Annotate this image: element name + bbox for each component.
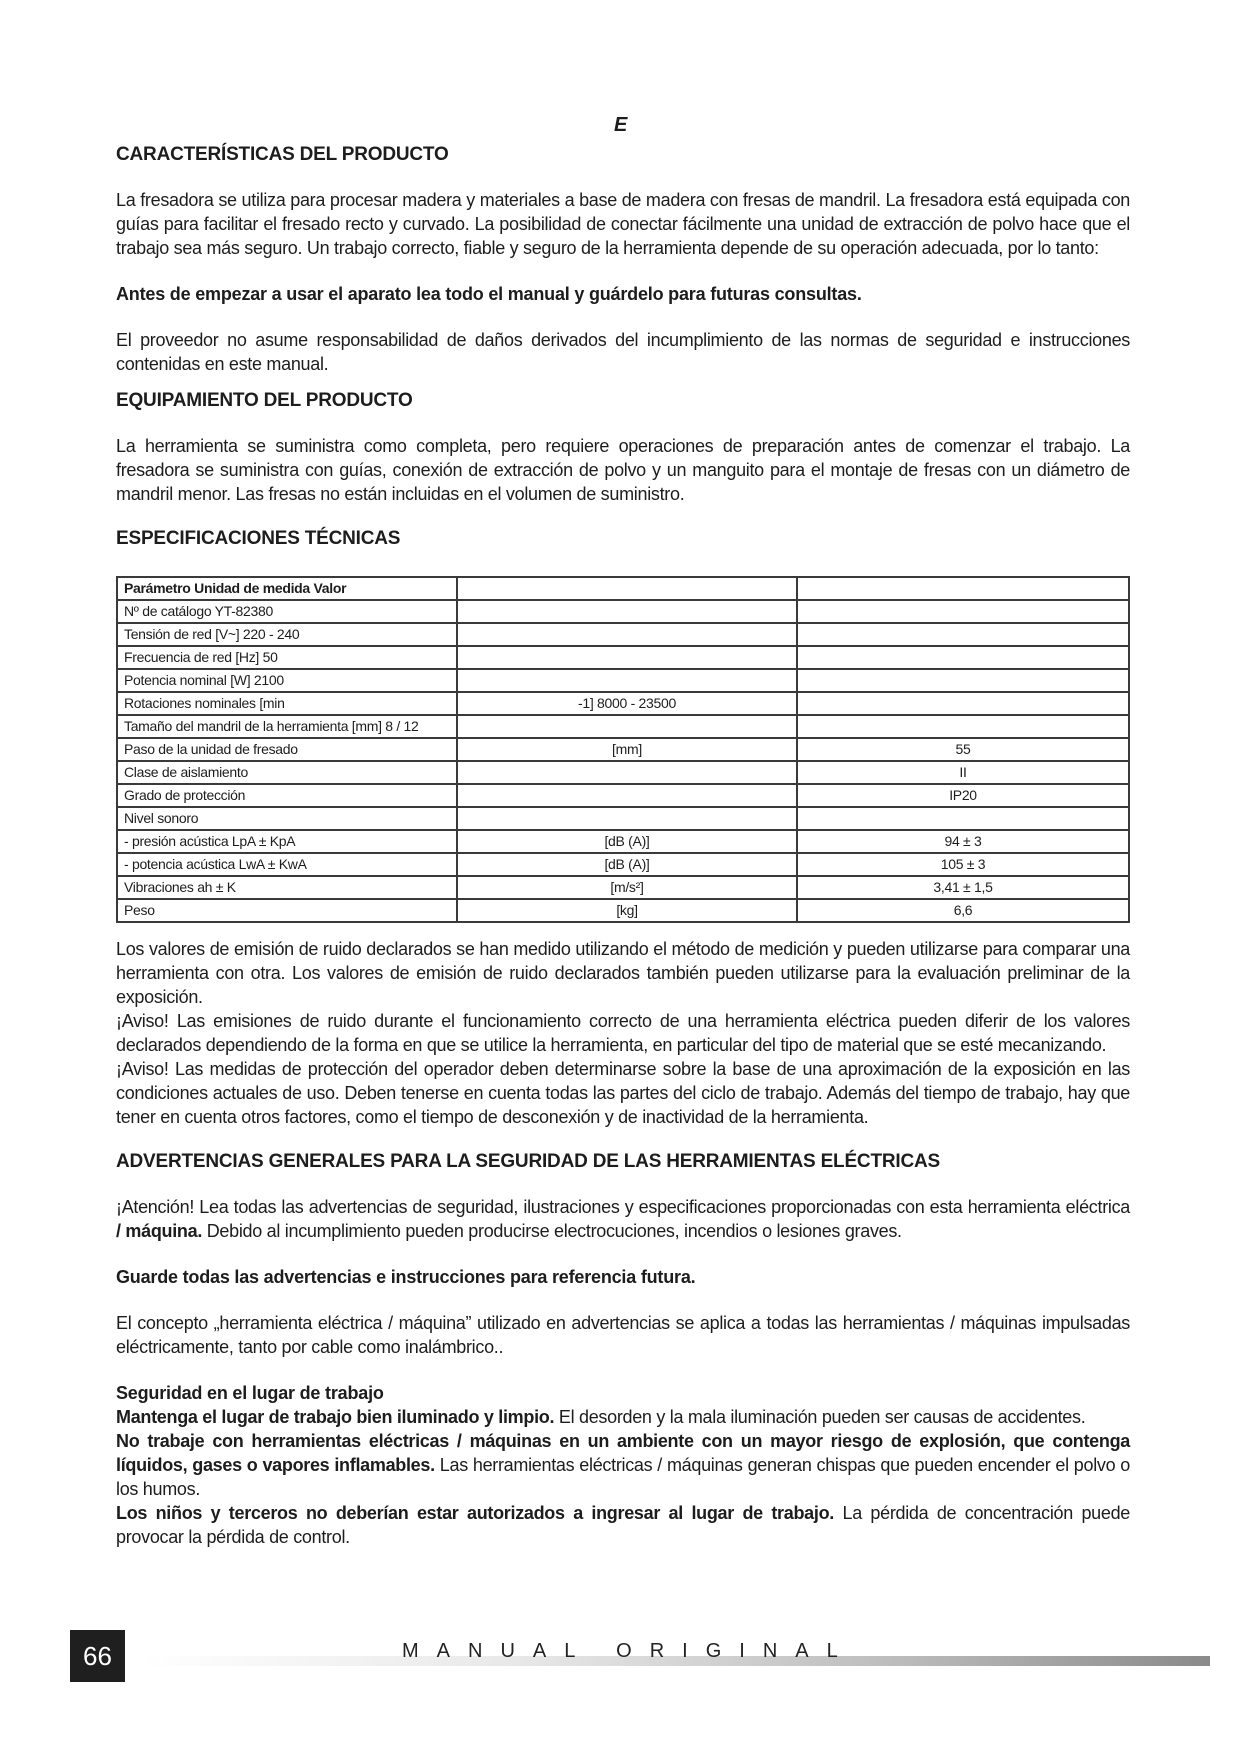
workplace-warning-2-bold: No trabaje con herramientas eléctricas / máquinas en un ambiente con un mayor riesgo de explosión, que contenga líquidos, gases o vapores inflamables. — [116, 1431, 1130, 1475]
equipment-description: La herramienta se suministra como completa, pero requiere operaciones de preparación antes de comenzar el trabajo. La fresadora se suministra con guías, conexión de extracción de polvo y un manguito para el montaje de fresas con un diámetro de mandril menor. Las fresas no están incluidas en el volumen de suministro. — [116, 436, 1130, 504]
spec-cell-c1: Tamaño del mandril de la herramienta [mm] 8 / 12 — [117, 715, 457, 738]
spec-cell-c2 — [457, 784, 797, 807]
spec-cell-c2: [mm] — [457, 738, 797, 761]
spec-cell-c1: Peso — [117, 899, 457, 922]
spec-cell-c3: 3,41 ± 1,5 — [797, 876, 1129, 899]
noise-note-3: ¡Aviso! Las medidas de protección del operador deben determinarse sobre la base de una aproximación de la exposición en las condiciones actuales de uso. Deben tenerse en cuenta todas las partes del ciclo de trabajo. Además del tiempo de trabajo, hay que tener en cuenta otros factores, como el tiempo de desconexión y de inactividad de la herramienta. — [116, 1059, 1130, 1127]
spec-cell-c3: II — [797, 761, 1129, 784]
section-title-specs: ESPECIFICACIONES TÉCNICAS — [116, 528, 401, 549]
spec-row — [117, 784, 1129, 807]
spec-cell-c3 — [797, 577, 1129, 600]
spec-row — [117, 899, 1129, 922]
spec-row — [117, 669, 1129, 692]
spec-cell-c1: - potencia acústica LwA ± KwA — [117, 853, 457, 876]
spec-cell-c1: Paso de la unidad de fresado — [117, 738, 457, 761]
spec-cell-c1: Rotaciones nominales [min — [117, 692, 457, 715]
spec-row — [117, 646, 1129, 669]
spec-cell-c1: Potencia nominal [W] 2100 — [117, 669, 457, 692]
spec-cell-c3 — [797, 669, 1129, 692]
workplace-warning-2-text: Las herramientas eléctricas / máquinas generan chispas que pueden encender el polvo o los humos. — [116, 1455, 1130, 1499]
safety-attention-tail: Debido al incumplimiento pueden producirse electrocuciones, incendios o lesiones graves. — [206, 1221, 902, 1241]
footer-label: MANUAL ORIGINAL — [402, 1640, 856, 1662]
spec-cell-c2 — [457, 807, 797, 830]
spec-cell-c3: 94 ± 3 — [797, 830, 1129, 853]
spec-cell-c1: Tensión de red [V~] 220 - 240 — [117, 623, 457, 646]
spec-cell-c1: Nivel sonoro — [117, 807, 457, 830]
spec-cell-c2 — [457, 600, 797, 623]
safety-attention-text: ¡Atención! Lea todas las advertencias de seguridad, ilustraciones y especificaciones proporcionadas con esta herramienta eléctrica — [116, 1197, 1130, 1217]
spec-cell-c2: -1] 8000 - 23500 — [457, 692, 797, 715]
spec-row — [117, 692, 1129, 715]
section-title-equipment: EQUIPAMIENTO DEL PRODUCTO — [116, 390, 413, 411]
workplace-warning-3-text: La pérdida de concentración puede provocar la pérdida de control. — [116, 1503, 1130, 1547]
spec-row — [117, 738, 1129, 761]
spec-cell-c2 — [457, 715, 797, 738]
spec-row — [117, 600, 1129, 623]
spec-cell-c3: 6,6 — [797, 899, 1129, 922]
page-content — [116, 144, 1130, 1549]
spec-row — [117, 807, 1129, 830]
spec-row — [117, 715, 1129, 738]
workplace-warning-3-bold: Los niños y terceros no deberían estar autorizados a ingresar al lugar de trabajo. — [116, 1503, 834, 1523]
spec-cell-c1: Frecuencia de red [Hz] 50 — [117, 646, 457, 669]
spec-table — [116, 576, 1130, 923]
spec-cell-c1: Nº de catálogo YT-82380 — [117, 600, 457, 623]
spec-cell-c2: [dB (A)] — [457, 853, 797, 876]
safety-concept: El concepto „herramienta eléctrica / máquina” utilizado en advertencias se aplica a todas las herramientas / máquinas impulsadas eléctricamente, tanto por cable como inalámbrico.. — [116, 1313, 1130, 1357]
workplace-warning-1-bold: Mantenga el lugar de trabajo bien iluminado y limpio. — [116, 1407, 555, 1427]
spec-row — [117, 577, 1129, 600]
spec-cell-c2: [dB (A)] — [457, 830, 797, 853]
spec-row — [117, 876, 1129, 899]
spec-cell-c1: - presión acústica LpA ± KpA — [117, 830, 457, 853]
spec-cell-c3: 105 ± 3 — [797, 853, 1129, 876]
product-warning: Antes de empezar a usar el aparato lea todo el manual y guárdelo para futuras consultas. — [116, 284, 862, 304]
spec-cell-c1: Clase de aislamiento — [117, 761, 457, 784]
noise-note-1: Los valores de emisión de ruido declarados se han medido utilizando el método de medición y pueden utilizarse para comparar una herramienta con otra. Los valores de emisión de ruido declarados también pueden utilizarse para la evaluación preliminar de la exposición. — [116, 939, 1130, 1007]
spec-cell-c3: 55 — [797, 738, 1129, 761]
spec-row — [117, 623, 1129, 646]
spec-cell-c3 — [797, 623, 1129, 646]
spec-row — [117, 853, 1129, 876]
spec-cell-c3 — [797, 715, 1129, 738]
section-title-safety: ADVERTENCIAS GENERALES PARA LA SEGURIDAD DE LAS HERRAMIENTAS ELÉCTRICAS — [116, 1151, 940, 1172]
workplace-warning-2 — [116, 1429, 1130, 1501]
spec-cell-c2: [kg] — [457, 899, 797, 922]
page-number: 66 — [70, 1630, 125, 1682]
spec-cell-c2 — [457, 577, 797, 600]
page-letter: E — [614, 114, 628, 136]
spec-row — [117, 830, 1129, 853]
spec-cell-c2 — [457, 646, 797, 669]
workplace-safety-title: Seguridad en el lugar de trabajo — [116, 1383, 384, 1403]
safety-attention — [116, 1195, 1130, 1243]
workplace-warning-3 — [116, 1501, 1130, 1549]
spec-cell-c3 — [797, 600, 1129, 623]
workplace-warning-1 — [116, 1405, 1130, 1429]
spec-cell-c3 — [797, 807, 1129, 830]
spec-cell-c3 — [797, 646, 1129, 669]
safety-keep-instructions: Guarde todas las advertencias e instrucciones para referencia futura. — [116, 1267, 696, 1287]
spec-cell-c2 — [457, 761, 797, 784]
spec-cell-c2: [m/s²] — [457, 876, 797, 899]
spec-cell-c1: Vibraciones ah ± K — [117, 876, 457, 899]
product-description: La fresadora se utiliza para procesar madera y materiales a base de madera con fresas de mandril. La fresadora está equipada con guías para facilitar el fresado recto y curvado. La posibilidad de conectar fácilmente una unidad de extracción de polvo hace que el trabajo sea más seguro. Un trabajo correcto, fiable y seguro de la herramienta depende de su operación adecuada, por lo tanto: — [116, 190, 1130, 258]
section-title-product: CARACTERÍSTICAS DEL PRODUCTO — [116, 144, 449, 165]
spec-cell-c3 — [797, 692, 1129, 715]
spec-cell-c3: IP20 — [797, 784, 1129, 807]
spec-cell-c2 — [457, 623, 797, 646]
page-footer — [0, 1630, 1241, 1690]
spec-cell-c2 — [457, 669, 797, 692]
spec-cell-c1: Grado de protección — [117, 784, 457, 807]
workplace-warning-1-text: El desorden y la mala iluminación pueden ser causas de accidentes. — [558, 1407, 1086, 1427]
liability-note: El proveedor no asume responsabilidad de daños derivados del incumplimiento de las normas de seguridad e instrucciones contenidas en este manual. — [116, 330, 1130, 374]
noise-note-2: ¡Aviso! Las emisiones de ruido durante el funcionamiento correcto de una herramienta eléctrica pueden diferir de los valores declarados dependiendo de la forma en que se utilice la herramienta, en particular del tipo de material que se esté mecanizando. — [116, 1011, 1130, 1055]
safety-attention-bold: / máquina. — [116, 1221, 203, 1241]
spec-cell-c1: Parámetro Unidad de medida Valor — [117, 577, 457, 600]
spec-row — [117, 761, 1129, 784]
